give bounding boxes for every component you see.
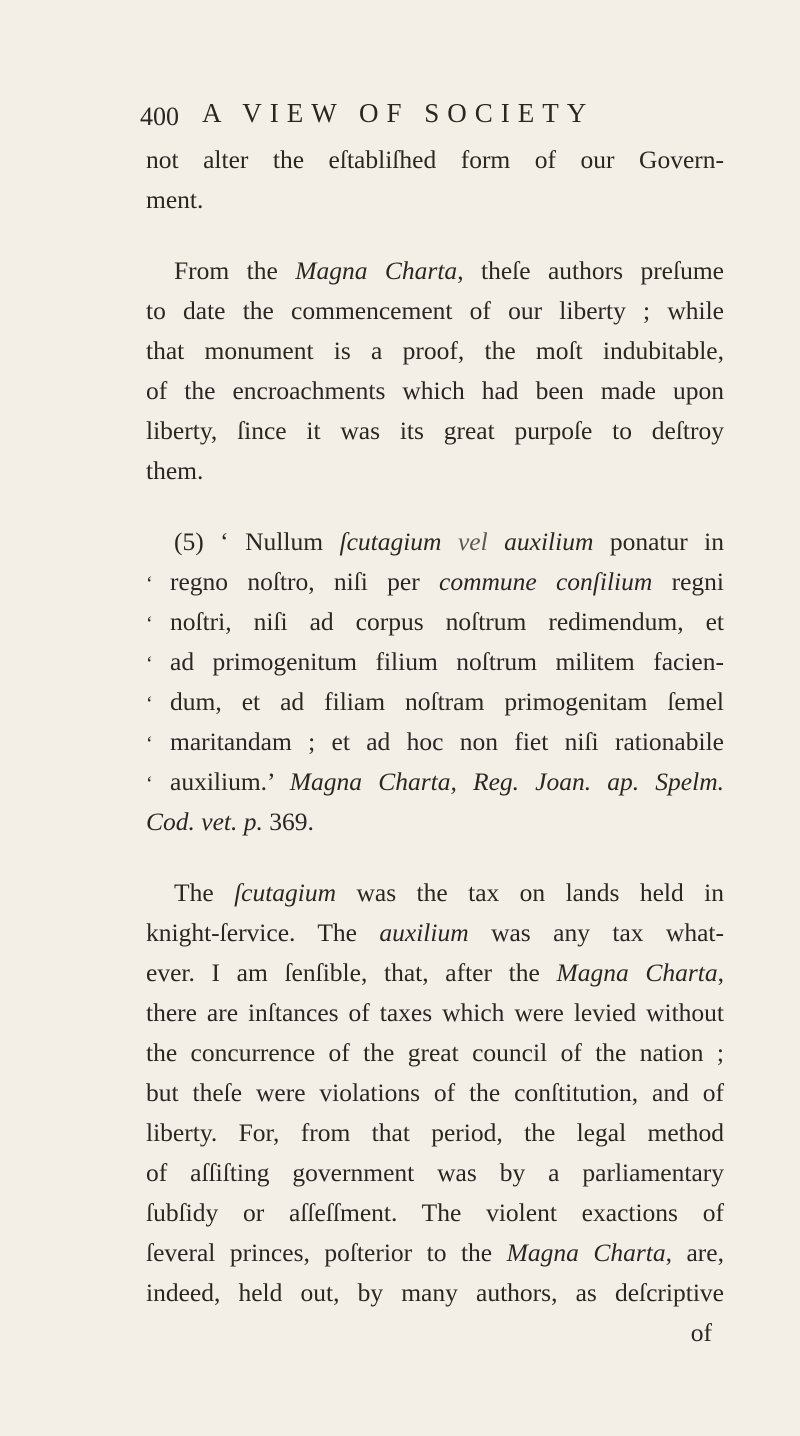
page-number: 400 [140,102,179,131]
footnote-line: ‘ regno noſtro, niſi per commune conſilium regni [146,567,724,596]
footnote-line: ‘ auxilium.’ Magna Charta, Reg. Joan. ap. Spelm. [146,767,724,796]
footnote-line: ‘ maritandam ; et ad hoc non fiet niſi rationabile [146,727,724,756]
footnote-line: ‘ ad primogenitum filium noſtrum militem facien- [146,647,724,676]
text-line: liberty, ſince it was its great purpoſe to deſtroy [146,416,724,445]
text-line: ment. [146,185,204,214]
text-line: not alter the eſtabliſhed form of our Govern- [146,145,724,174]
catchword: of [690,1318,712,1347]
text-line: but theſe were violations of the conſtitution, and of [146,1078,724,1107]
footnote-line: ‘ noſtri, niſi ad corpus noſtrum redimendum, et [146,607,724,636]
text-line: to date the commencement of our liberty ; while [146,296,724,325]
text-line: From the Magna Charta, theſe authors preſume [174,256,724,285]
text-line: of aſſiſting government was by a parliamentary [146,1158,724,1187]
text-line: liberty. For, from that period, the legal method [146,1118,724,1147]
text-line: there are inſtances of taxes which were levied without [146,998,724,1027]
body-text [146,140,724,1353]
text-line: The ſcutagium was the tax on lands held in [174,878,724,907]
text-line: ſeveral princes, poſterior to the Magna Charta, are, [146,1238,724,1267]
text-line: ſubſidy or aſſeſſment. The violent exactions of [146,1198,724,1227]
footnote-line: Cod. vet. p. 369. [146,807,314,836]
footnote-line: (5) ‘ Nullum ſcutagium vel auxilium ponatur in [174,527,724,556]
text-line: knight-ſervice. The auxilium was any tax what- [146,918,724,947]
text-line: indeed, held out, by many authors, as deſcriptive [146,1278,724,1307]
footnote-line: ‘ dum, et ad filiam noſtram primogenitam ſemel [146,687,724,716]
running-head: A VIEW OF SOCIETY [202,98,595,128]
text-line: the concurrence of the great council of the nation ; [146,1038,724,1067]
page-header [140,98,720,138]
text-line: ever. I am ſenſible, that, after the Magna Charta, [146,958,724,987]
text-line: that monument is a proof, the moſt indubitable, [146,336,724,365]
text-line: of the encroachments which had been made upon [146,376,724,405]
text-line: them. [146,456,204,485]
